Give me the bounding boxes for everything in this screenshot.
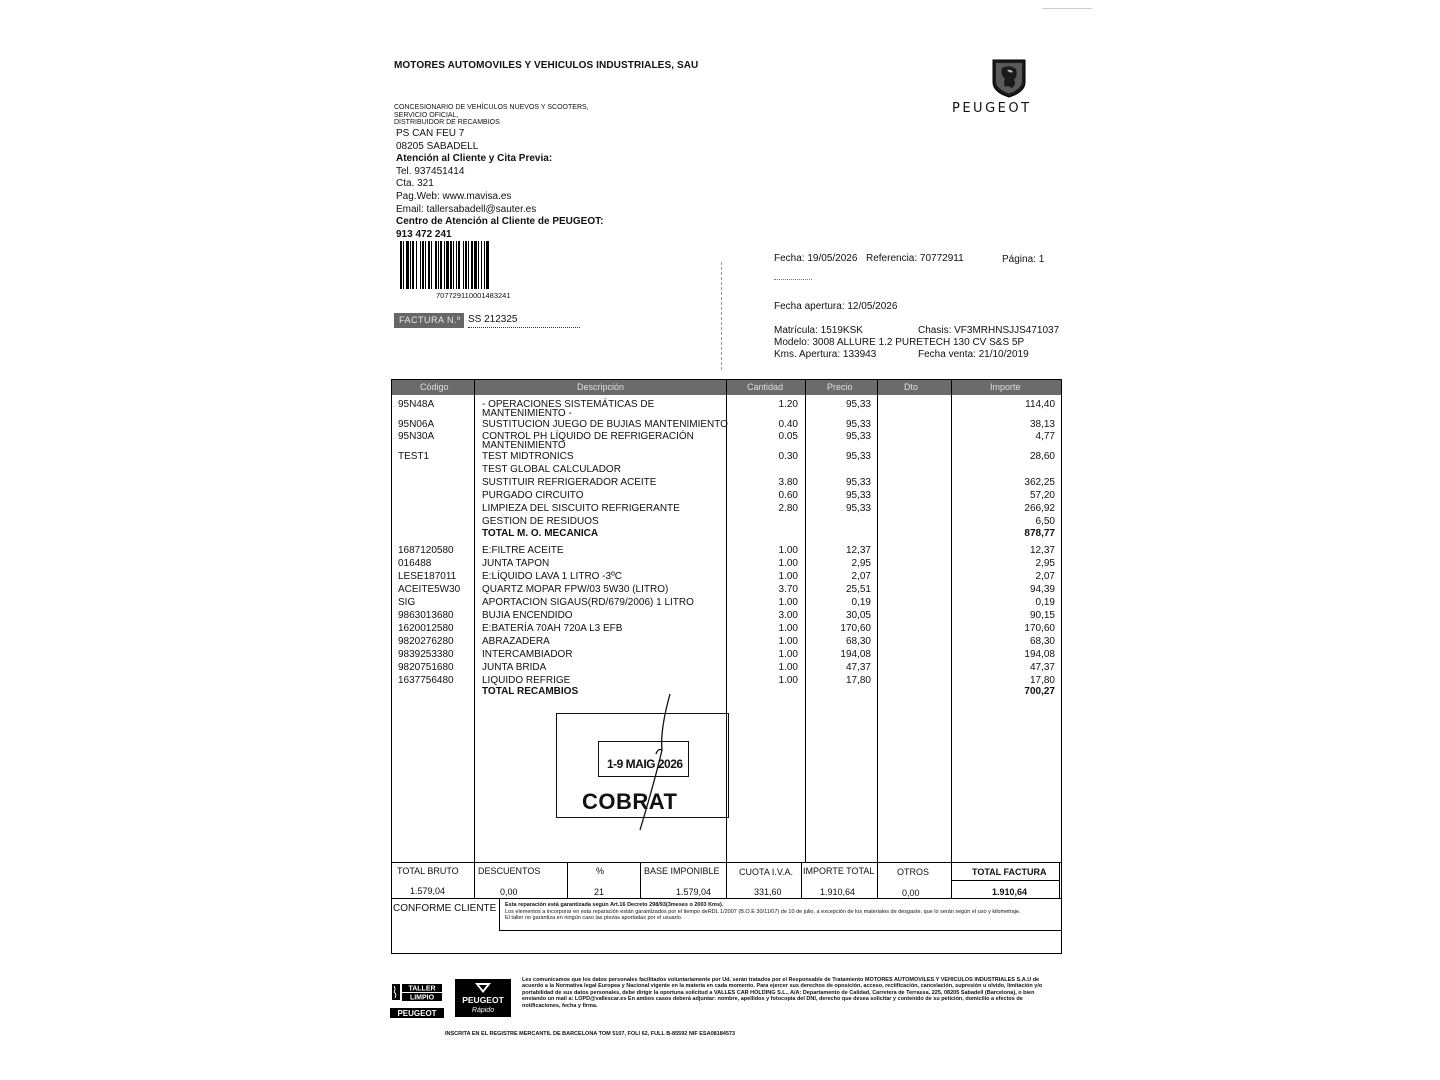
totals-bottom-line [391,898,1062,899]
column-divider [474,380,475,862]
value-cuota-iva: 331,60 [754,887,782,897]
row-amount: 2,95 [1035,558,1055,569]
peugeot-center-heading: Centro de Atención al Cliente de PEUGEOT: [396,216,604,228]
row-price: 25,51 [845,584,871,595]
page-number: Página: 1 [1002,254,1045,265]
invoice-reference: Referencia: 70772911 [866,253,964,264]
row-quantity: 1.00 [778,649,798,660]
privacy-notice: Les comunicamos que los datos personales facilitados voluntariamente por Ud. serán tratados por el Responsable de Tratamiento MOTORES AUTOMOVILES Y VEHICULOS INDUSTRIALES S.A.U de acuerdo a la Normativa legal Europea y Nacional vigente en la materia en cada momento. Para ejercer sus derechos de oposición, acceso, rectificación, cancelación, supresión u olvido, limitación y/o portabilidad de sus datos personales, debe dirigir la oportuna solicitud a VALLES CAR HOLDING S.L., A/A: Departamento de Calidad, Carretera de Terrassa, 225, 08205 Sabadell (Barcelona), o bien enviando un mail a: LOPD@vallescar.es En ambos casos deberá adjuntar: nombre, apellidos y fotocopia del DNI, derecho que desea solicitar y contenido de su petición, domicilio a efectos de notificaciones, fecha y firma. [522,977,1043,1009]
totals-divider [801,862,802,898]
row-quantity: 3.70 [778,584,798,595]
label-percent: % [596,866,605,876]
row-code: 9820276280 [398,636,454,647]
row-quantity: 2.80 [778,503,798,514]
row-price: 2,07 [851,571,871,582]
chassis-number: Chasis: VF3MRHNSJJS471037 [918,325,1060,336]
row-description: E:BATERÍA 70AH 720A L3 EFB [482,623,623,634]
barcode-number: 707729110001483241 [436,291,511,300]
row-amount: 6,50 [1035,516,1055,527]
row-code: TEST1 [398,451,430,462]
totals-divider [567,862,568,898]
plate-number: Matrícula: 1519KSK [774,325,863,336]
row-price: 47,37 [845,662,871,673]
row-amount: 17,80 [1029,675,1055,686]
row-price: 95,33 [845,490,871,501]
stamp-paid-text: COBRAT [582,789,678,814]
peugeot-center-phone: 913 472 241 [396,228,452,240]
column-divider [951,380,952,862]
svg-text:LIMPIO: LIMPIO [409,994,435,1002]
dealer-description [394,104,624,127]
label-descuentos: DESCUENTOS [478,866,541,876]
opening-kms: Kms. Apertura: 133943 [774,349,877,360]
mercantile-register: INSCRITA EN EL REGISTRE MERCANTIL DE BARCELONA TOM 5107, FOLI 62, FULL B-85592 NIF ESA08184573 [445,1031,736,1037]
conforme-line [499,930,1062,931]
row-description: SUSTITUIR REFRIGERADOR ACEITE [482,477,657,488]
row-code: LESE187011 [398,571,457,582]
stamp-date: 1-9 MAIG 2026 [607,757,683,771]
row-description: TOTAL M. O. MECANICA [482,528,599,539]
opening-date: Fecha apertura: 12/05/2026 [774,301,898,312]
barcode [400,241,547,289]
scan-mark [1042,8,1092,9]
row-code: 1687120580 [398,545,454,556]
row-quantity: 1.00 [778,623,798,634]
rapido-chevron-icon [474,982,492,994]
row-description: MANTENIMIENTO [482,440,566,451]
dealer-line: DISTRIBUIDOR DE RECAMBIOS [394,119,500,126]
row-price: 95,33 [845,477,871,488]
row-description: TOTAL RECAMBIOS [482,686,579,697]
row-amount: 68,30 [1029,636,1055,647]
value-total-bruto: 1.579,04 [410,886,446,896]
totals-divider [726,862,727,898]
warranty-line: Los elementos a incorporar en esta reparación están garantizados por el tiempo deRDL 1/2007 (B.O.E 30/11/07) de 10 de julio, a excepción de los materiales de desgaste, que lo serán según el uso y kilometraje. [505,908,1021,915]
row-price: 12,37 [845,545,871,556]
row-description: SUSTITUCION JUEGO DE BUJIAS MANTENIMIENTO [482,419,728,430]
row-description: JUNTA TAPON [482,558,550,569]
row-price: 0,19 [851,597,871,608]
dealer-line: SERVICIO OFICIAL, [394,111,459,119]
row-description: JUNTA BRIDA [482,662,547,673]
account: Cta. 321 [396,178,434,190]
row-price: 95,33 [845,503,871,514]
peugeot-wordmark: PEUGEOT [952,101,1032,116]
row-price: 2,95 [851,558,871,569]
row-amount: 38,13 [1029,419,1055,430]
warranty-text [505,902,1053,922]
row-description: QUARTZ MOPAR FPW/03 5W30 (LITRO) [482,584,669,595]
totals-divider [640,862,641,898]
barcode-bar [489,241,491,289]
row-description: E:LÍQUIDO LAVA 1 LITRO -3ºC [482,571,622,582]
row-amount: 878,77 [1024,528,1055,539]
peugeot-lion-logo [990,58,1028,98]
row-description: INTERCAMBIADOR [482,649,573,660]
company-name: MOTORES AUTOMOVILES Y VEHICULOS INDUSTRIALES, SAU [394,60,699,71]
row-code: 9839253380 [398,649,454,660]
value-total-factura: 1.910,64 [992,887,1028,897]
row-code: 9863013680 [398,610,454,621]
row-amount: 362,25 [1024,477,1055,488]
row-quantity: 1.00 [778,545,798,556]
svg-text:TALLER: TALLER [408,985,436,993]
row-amount: 4,77 [1035,431,1055,442]
row-code: 1620012580 [398,623,454,634]
sale-date: Fecha venta: 21/10/2019 [918,349,1029,360]
row-amount: 170,60 [1024,623,1055,634]
row-description: LIQUIDO REFRIGE [482,675,571,686]
row-price: 68,30 [845,636,871,647]
row-quantity: 1.00 [778,558,798,569]
row-amount: 57,20 [1029,490,1055,501]
label-total-bruto: TOTAL BRUTO [397,866,459,876]
totals-divider [877,862,878,898]
telephone: Tel. 937451414 [396,165,465,177]
invoice-number-label: FACTURA N.º [394,313,464,328]
header-price: Precio [827,382,853,392]
conforme-cliente-label: CONFORME CLIENTE [393,903,497,914]
company-address-block [396,128,603,241]
row-description: PURGADO CIRCUITO [482,490,584,501]
row-code: SIG [398,597,416,608]
warranty-line: El taller no garantiza en ningún caso las piezas aportadas por el usuario. [505,915,683,921]
row-description: ABRAZADERA [482,636,550,647]
value-descuentos: 0,00 [500,887,518,897]
svg-text:PEUGEOT: PEUGEOT [397,1009,437,1018]
email: Email: tallersabadell@sauter.es [396,203,537,215]
row-amount: 194,08 [1024,649,1055,660]
row-quantity: 1.00 [778,571,798,582]
row-code: 95N48A [398,399,435,410]
vehicle-model: Modelo: 3008 ALLURE 1.2 PURETECH 130 CV S&S 5P [774,337,1025,348]
row-quantity: 1.00 [778,636,798,647]
row-price: 17,80 [845,675,871,686]
row-code: ACEITE5W30 [398,584,461,595]
label-total-factura: TOTAL FACTURA [972,867,1047,877]
warranty-line: Esta reparación está garantizada según Art.16 Decreto 298/93(3meses o 2003 Kms). [505,902,724,908]
invoice-number: SS 212325 [468,313,580,328]
label-otros: OTROS [897,867,930,877]
row-amount: 94,39 [1029,584,1055,595]
value-otros: 0,00 [902,888,920,898]
row-quantity: 0.40 [778,419,798,430]
row-quantity: 3.80 [778,477,798,488]
row-code: 1637756480 [398,675,454,686]
taller-limpio-logo [390,980,444,1018]
row-description: TEST MIDTRONICS [482,451,574,462]
row-description: CONTROL PH LÍQUIDO DE REFRIGERACIÓN [482,431,694,442]
row-amount: 700,27 [1024,686,1055,697]
row-price: 95,33 [845,419,871,430]
row-description: E:FILTRE ACEITE [482,545,564,556]
header-amount: Importe [990,382,1021,392]
column-divider [877,380,878,862]
row-quantity: 0.60 [778,490,798,501]
value-importe-total: 1.910,64 [820,887,856,897]
row-amount: 47,37 [1029,662,1055,673]
city: 08205 SABADELL [396,140,479,152]
value-base-imponible: 1.579,04 [676,887,712,897]
header-discount: Dto [904,382,919,392]
row-description: BUJIA ENCENDIDO [482,610,573,621]
row-description: APORTACION SIGAUS(RD/679/2006) 1 LITRO [482,597,694,608]
label-importe-total: IMPORTE TOTAL [803,866,875,876]
row-quantity: 1.00 [778,662,798,673]
row-quantity: 0.30 [778,451,798,462]
row-description: MANTENIMIENTO - [482,408,572,419]
totals-divider [1059,862,1060,898]
row-description: TEST GLOBAL CALCULADOR [482,464,621,475]
row-code: 95N06A [398,419,435,430]
rapido-logo-word: PEUGEOT [462,995,504,1005]
row-description: GESTION DE RESIDUOS [482,516,599,527]
row-amount: 0,19 [1035,597,1055,608]
row-code: 95N30A [398,431,435,442]
row-price: 194,08 [840,649,871,660]
column-divider [805,380,806,862]
total-factura-underline [951,880,1059,881]
row-quantity: 3.00 [778,610,798,621]
street: PS CAN FEU 7 [396,128,465,139]
row-description: - OPERACIONES SISTEMÁTICAS DE [482,399,655,410]
signature [600,690,690,840]
row-amount: 12,37 [1029,545,1055,556]
dealer-line: CONCESIONARIO DE VEHÍCULOS NUEVOS Y SCOOTERS, [394,104,589,111]
row-description: LIMPIEZA DEL SISCUITO REFRIGERANTE [482,503,680,514]
row-amount: 266,92 [1024,503,1055,514]
row-code: 9820751680 [398,662,454,673]
row-price: 95,33 [845,399,871,410]
row-quantity: 1.00 [778,675,798,686]
row-quantity: 1.00 [778,597,798,608]
conforme-divider [499,898,500,930]
separator [774,279,812,280]
row-amount: 90,15 [1029,610,1055,621]
totals-divider [474,862,475,898]
row-amount: 2,07 [1035,571,1055,582]
row-quantity: 1.20 [778,399,798,410]
attention-heading: Atención al Cliente y Cita Previa: [396,153,553,165]
row-quantity: 0.05 [778,431,798,442]
label-base-imponible: BASE IMPONIBLE [644,866,720,876]
header-description: Descripción [577,382,625,392]
header-quantity: Cantidad [747,382,784,392]
row-price: 30,05 [845,610,871,621]
value-percent: 21 [594,887,605,897]
row-price: 95,33 [845,451,871,462]
header-code: Código [420,382,449,392]
row-amount: 114,40 [1025,399,1055,410]
row-price: 95,33 [845,431,871,442]
row-price: 170,60 [840,623,871,634]
invoice-date: Fecha: 19/05/2026 [774,253,858,264]
fold-mark [721,262,722,370]
website: Pag.Web: www.mavisa.es [396,190,512,202]
row-amount: 28,60 [1029,451,1055,462]
label-cuota-iva: CUOTA I.V.A. [739,867,794,877]
rapido-logo-sub: Rápido [471,1007,495,1014]
row-code: 016488 [398,558,432,569]
